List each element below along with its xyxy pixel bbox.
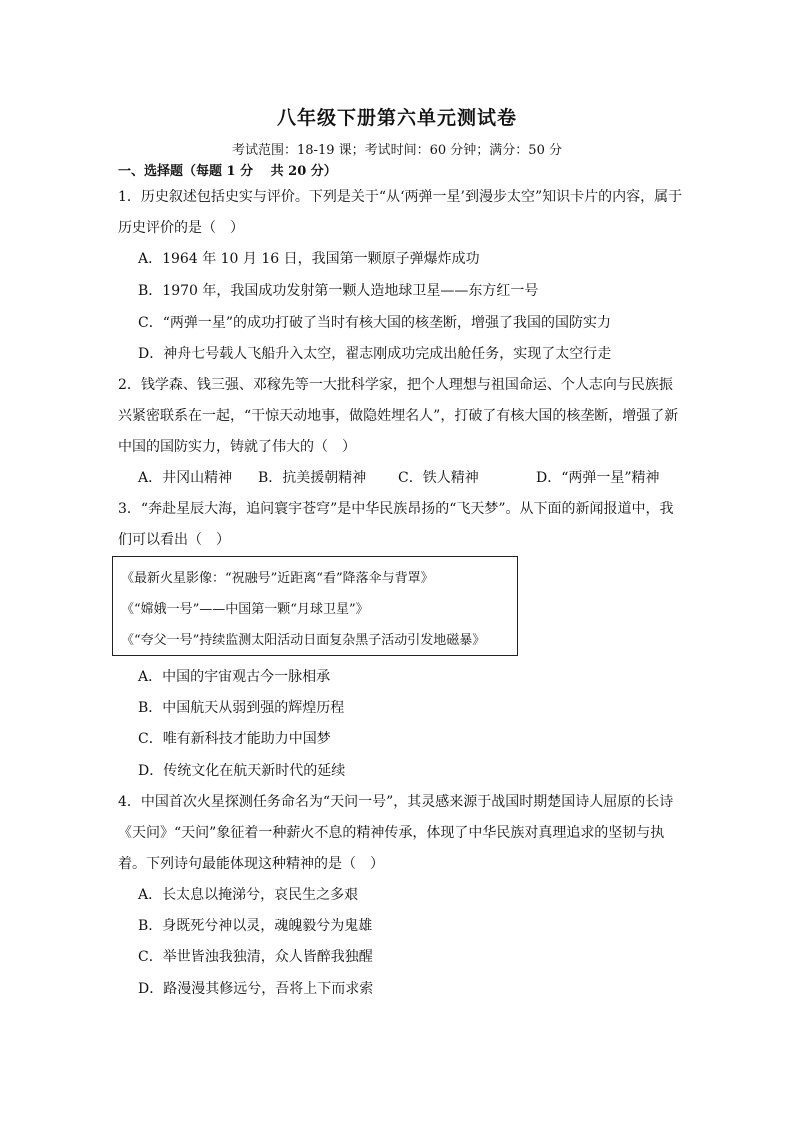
page-title: 八年级下册第六单元测试卷 <box>276 107 517 129</box>
question-4-option-b: B．身既死兮神以灵，魂魄毅兮为鬼雄 <box>138 918 373 934</box>
question-1-stem-line-1: 1．历史叙述包括史实与评价。下列是关于“从‘两弹一星’到漫步太空”知识卡片的内容，属于 <box>118 189 683 205</box>
question-3-option-d: D．传统文化在航天新时代的延续 <box>138 763 346 779</box>
question-4-stem-line-1: 4．中国首次火星探测任务命名为“天问一号”，其灵感来源于战国时期楚国诗人屈原的长诗 <box>118 794 674 810</box>
question-1-option-d: D．神舟七号载人飞船升入太空，翟志刚成功完成出舱任务，实现了太空行走 <box>138 346 612 362</box>
question-1-option-b: B．1970 年，我国成功发射第一颗人造地球卫星——东方红一号 <box>138 283 539 299</box>
question-2-option-d: D．“两弹一星”精神 <box>536 470 660 486</box>
question-4-option-d: D．路漫漫其修远兮，吾将上下而求索 <box>138 981 374 997</box>
question-1-option-a: A．1964 年 10 月 16 日，我国第一颗原子弹爆炸成功 <box>138 251 480 267</box>
question-2-option-a: A．井冈山精神 <box>138 470 233 486</box>
question-1-stem-line-2: 历史评价的是（ ） <box>118 220 244 236</box>
question-3-stem-line-1: 3．“奔赴星辰大海，追问寰宇苍穹”是中华民族昂扬的“飞天梦”。从下面的新闻报道中，我 <box>118 501 674 517</box>
question-4-stem-line-2: 《天问》“天问”象征着一种薪火不息的精神传承，体现了中华民族对真理追求的坚韧与执 <box>118 825 665 841</box>
question-2-option-c: C．铁人精神 <box>398 470 479 486</box>
question-4-option-a: A．长太息以掩涕兮，哀民生之多艰 <box>138 887 359 903</box>
question-2-option-b: B．抗美援朝精神 <box>258 470 367 486</box>
question-3-option-b: B．中国航天从弱到强的辉煌历程 <box>138 700 345 716</box>
news-headline-1: 《最新火星影像：“祝融号”近距离“看”降落伞与背罩》 <box>121 571 434 586</box>
news-headlines-box <box>112 556 518 656</box>
question-3-option-c: C．唯有新科技才能助力中国梦 <box>138 731 331 747</box>
news-headline-3: 《“夸父一号”持续监测太阳活动日面复杂黑子活动引发地磁暴》 <box>121 633 486 648</box>
question-2-stem-line-1: 2．钱学森、钱三强、邓稼先等一大批科学家，把个人理想与祖国命运、个人志向与民族振 <box>118 377 673 393</box>
news-headline-2: 《“嫦娥一号”——中国第一颗“月球卫星”》 <box>121 602 369 617</box>
question-3-stem-line-2: 们可以看出（ ） <box>118 532 230 548</box>
question-2-stem-line-2: 兴紧密联系在一起，“干惊天动地事，做隐姓埋名人”，打破了有核大国的核垄断，增强了新 <box>118 408 679 424</box>
question-3-option-a: A．中国的宇宙观古今一脉相承 <box>138 669 331 685</box>
question-4-option-c: C．举世皆浊我独清，众人皆醉我独醒 <box>138 949 373 965</box>
question-1-option-c: C．“两弹一星”的成功打破了当时有核大国的核垄断，增强了我国的国防实力 <box>138 315 612 331</box>
exam-info: 考试范围：18-19 课；考试时间：60 分钟；满分：50 分 <box>232 143 562 158</box>
question-4-stem-line-3: 着。下列诗句最能体现这种精神的是（ ） <box>118 856 384 872</box>
question-2-options <box>138 467 698 487</box>
section-heading: 一、选择题（每题 1 分 共 20 分） <box>118 164 337 179</box>
question-2-stem-line-3: 中国的国防实力，铸就了伟大的（ ） <box>118 439 356 455</box>
